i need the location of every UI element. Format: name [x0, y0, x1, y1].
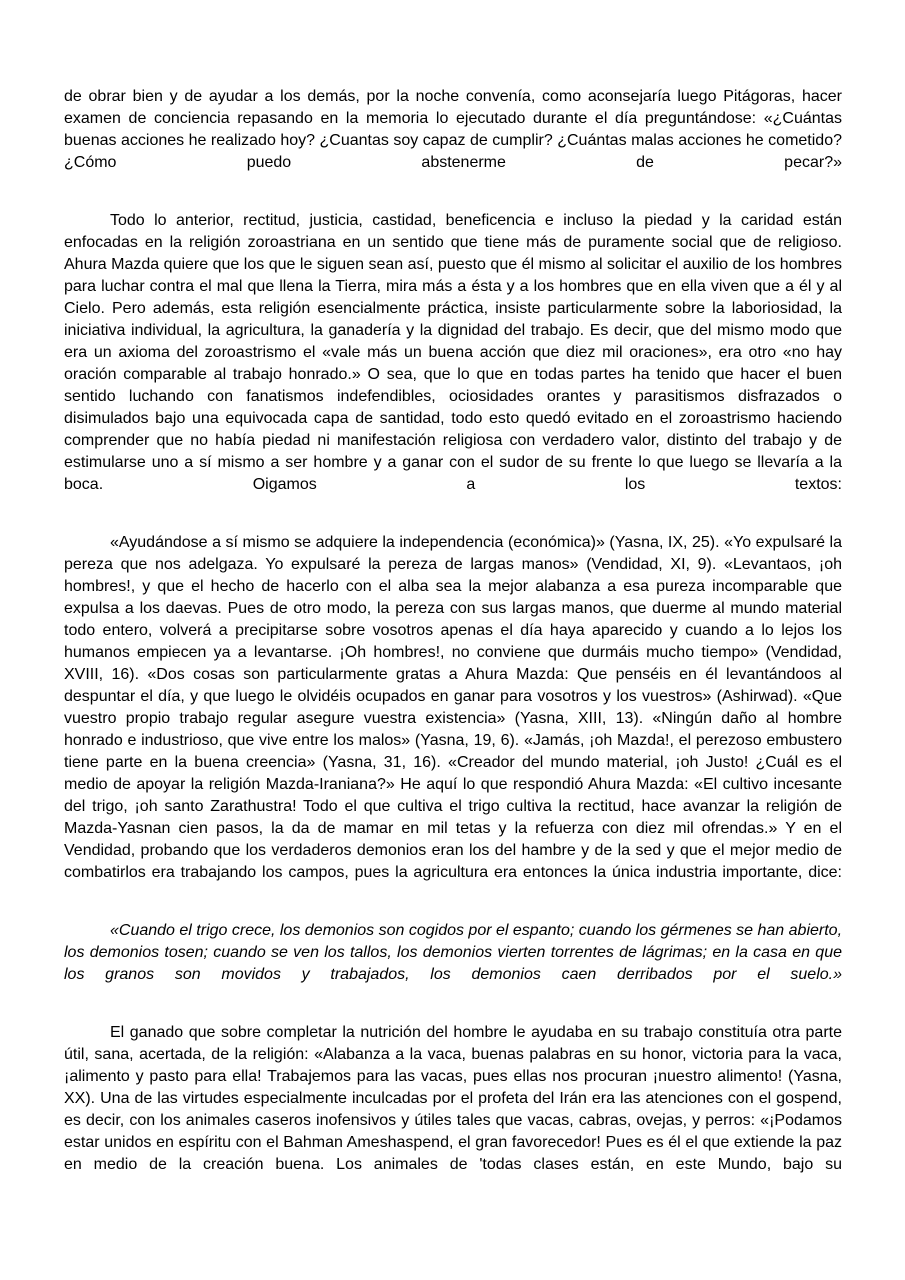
text-column [64, 86, 842, 1198]
paragraph-2: Todo lo anterior, rectitud, justicia, castidad, beneficencia e incluso la piedad y la caridad están enfocadas en la religión zoroastriana en un sentido que tiene más de puramente social que de religioso. Ahura Mazda quiere que los que le siguen sean así, puesto que él mismo al solicitar el auxilio de los hombres para luchar contra el mal que llena la Tierra, mira más a ésta y a los hombres que en ella viven que a él y al Cielo. Pero además, esta religión esencialmente práctica, insiste particularmente sobre la laboriosidad, la iniciativa individual, la agricultura, la ganadería y la dignidad del trabajo. Es decir, que del mismo modo que era un axioma del zoroastrismo el «vale más un buena acción que diez mil oraciones», era otro «no hay oración comparable al trabajo honrado.» O sea, que lo que en todas partes ha tenido que hacer el buen sentido luchando con fanatismos indefendibles, ociosidades orantes y parasitismos disfrazados o disimulados bajo una equivocada capa de santidad, todo esto quedó evitado en el zoroastrismo haciendo comprender que no había piedad ni manifestación religiosa con verdadero valor, distinto del trabajo y de estimularse uno a sí mismo a ser hombre y a ganar con el sudor de su frente lo que luego se llevaría a la boca. Oigamos a los textos: [64, 212, 842, 493]
paragraph-5: El ganado que sobre completar la nutrición del hombre le ayudaba en su trabajo constituía otra parte útil, sana, acertada, de la religión: «Alabanza a la vaca, buenas palabras en su honor, victoria para la vaca, ¡alimento y pasto para ella! Trabajemos para las vacas, pues ellas nos procuran ¡nuestro alimento! (Yasna, XX). Una de las virtudes especialmente inculcadas por el profeta del Irán era las atenciones con el gospend, es decir, con los animales caseros inofensivos y útiles tales que vacas, cabras, ovejas, y perros: «¡Podamos estar unidos en espíritu con el Bahman Ameshaspend, el gran favorecedor! Pues es él el que extiende la paz en medio de la creación buena. Los animales de 'todas clases están, en este Mundo, bajo su [64, 1024, 842, 1173]
paragraph-1: de obrar bien y de ayudar a los demás, por la noche convenía, como aconsejaría luego Pitágoras, hacer examen de conciencia repasando en la memoria lo ejecutado durante el día preguntándose: «¿Cuántas buenas acciones he realizado hoy? ¿Cuantas soy capaz de cumplir? ¿Cuántas malas acciones he cometido? ¿Cómo puedo abstenerme de pecar?» [64, 88, 842, 171]
paragraph-4-block-quote: «Cuando el trigo crece, los demonios son cogidos por el espanto; cuando los gérmenes se han abierto, los demonios tosen; cuando se ven los tallos, los demonios vierten torrentes de lágrimas; en la casa en que los granos son movidos y trabajados, los demonios caen derribados por el suelo.» [64, 922, 843, 983]
paragraph-3: «Ayudándose a sí mismo se adquiere la independencia (económica)» (Yasna, IX, 25). «Yo expulsaré la pereza que nos adelgaza. Yo expulsaré la pereza de largas manos» (Vendidad, XI, 9). «Levantaos, ¡oh hombres!, y que el hecho de hacerlo con el alba sea la mejor alabanza a esa pureza incomparable que expulsa a los daevas. Pues de otro modo, la pereza con sus largas manos, que duerme al mundo material todo entero, volverá a precipitarse sobre vosotros apenas el día haya aparecido y cuando a lo lejos los humanos empiecen ya a levantarse. ¡Oh hombres!, no conviene que durmáis mucho tiempo» (Vendidad, XVIII, 16). «Dos cosas son particularmente gratas a Ahura Mazda: Que penséis en él levantándoos al despuntar el día, y que luego le olvidéis ocupados en ganar para vosotros y los vuestros» (Ashirwad). «Que vuestro propio trabajo regular asegure vuestra existencia» (Yasna, XIII, 13). «Ningún daño al hombre honrado e industrioso, que vive entre los malos» (Yasna, 19, 6). «Jamás, ¡oh Mazda!, el perezoso embustero tiene parte en la buena creencia» (Yasna, 31, 16). «Creador del mundo material, ¡oh Justo! ¿Cuál es el medio de apoyar la religión Mazda-Iraniana?» He aquí lo que respondió Ahura Mazda: «El cultivo incesante del trigo, ¡oh santo Zarathustra! Todo el que cultiva el trigo cultiva la rectitud, hace avanzar la religión de Mazda-Yasnan cien pasos, la da de mamar en mil tetas y la refuerza con diez mil ofrendas.» Y en el Vendidad, probando que los verdaderos demonios eran los del hambre y de la sed y que el mejor medio de combatirlos era trabajando los campos, pues la agricultura era entonces la única industria importante, dice: [64, 534, 842, 881]
